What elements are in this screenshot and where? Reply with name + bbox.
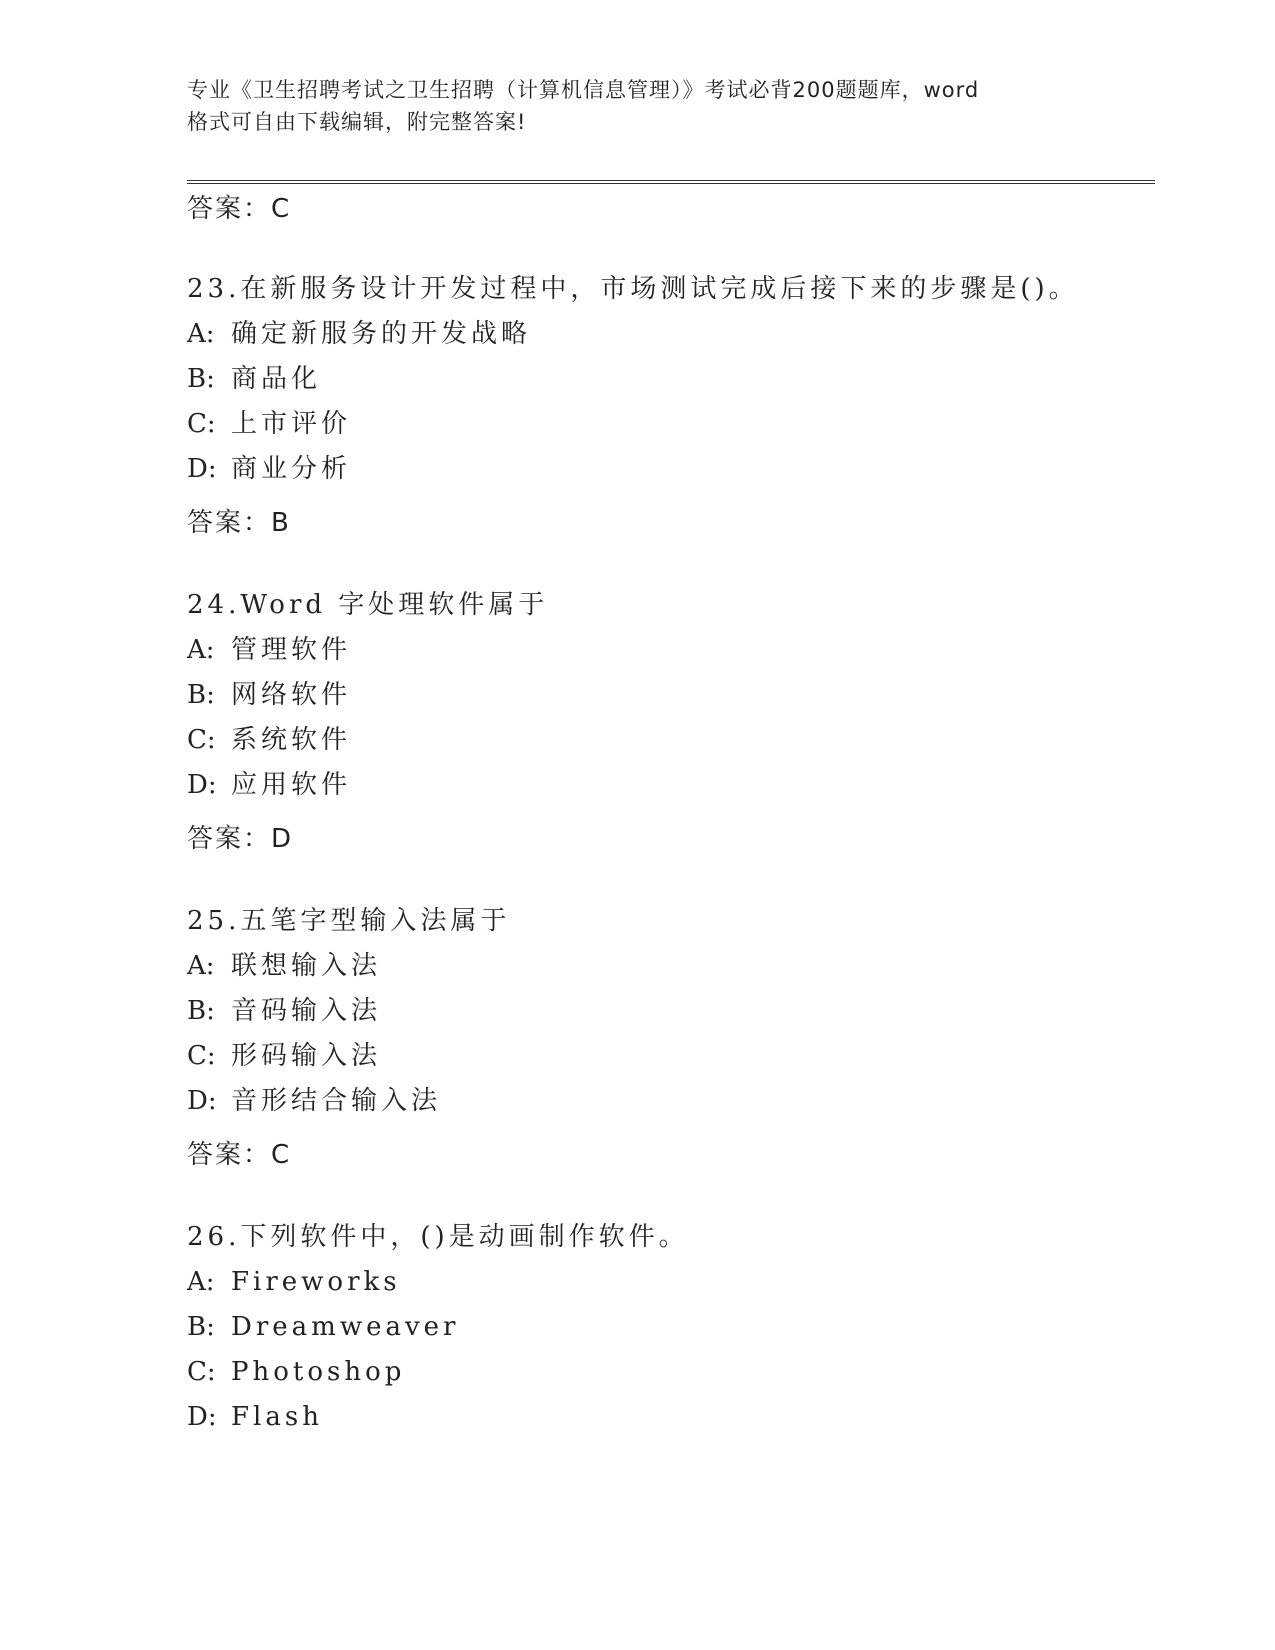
option-text: 音形结合输入法	[231, 1086, 442, 1116]
header-line-1: 专业《卫生招聘考试之卫生招聘（计算机信息管理）》考试必背200题题库，word	[187, 78, 980, 102]
option-text: 网络软件	[231, 680, 352, 710]
option-letter: B:	[187, 364, 215, 394]
answer-line: 答案：C	[187, 1140, 292, 1170]
option-a	[187, 632, 351, 668]
option-text: Dreamweaver	[231, 1312, 460, 1342]
option-c	[187, 406, 351, 442]
option-letter: C:	[187, 1041, 216, 1071]
option-text: 商业分析	[231, 454, 352, 484]
option-d	[187, 1083, 441, 1119]
option-c	[187, 1038, 381, 1074]
option-d	[187, 451, 351, 487]
option-b	[187, 1309, 459, 1345]
option-d	[187, 1399, 323, 1435]
option-text: Photoshop	[231, 1357, 406, 1387]
header-divider-top	[187, 180, 1155, 181]
option-letter: B:	[187, 1312, 215, 1342]
option-text: 商品化	[231, 364, 322, 394]
header-divider-bottom	[187, 183, 1155, 184]
option-letter: C:	[187, 409, 216, 439]
option-c	[187, 722, 351, 758]
option-text: 联想输入法	[231, 951, 382, 981]
option-a	[187, 316, 531, 352]
option-text: 形码输入法	[231, 1041, 382, 1071]
option-letter: D:	[187, 454, 217, 484]
option-text: 应用软件	[231, 770, 352, 800]
question-stem: 24.Word 字处理软件属于	[187, 590, 549, 620]
option-letter: C:	[187, 725, 216, 755]
option-letter: A:	[187, 951, 215, 981]
option-letter: D:	[187, 1086, 217, 1116]
option-b	[187, 993, 381, 1029]
option-text: 确定新服务的开发战略	[231, 319, 532, 349]
document-header	[187, 74, 1087, 138]
option-letter: D:	[187, 770, 217, 800]
question-stem: 26.下列软件中，()是动画制作软件。	[187, 1222, 689, 1252]
option-b	[187, 677, 351, 713]
option-text: Flash	[231, 1402, 323, 1432]
option-text: Fireworks	[231, 1267, 401, 1297]
option-a	[187, 1264, 401, 1300]
option-text: 管理软件	[231, 635, 352, 665]
answer-line: 答案：B	[187, 508, 291, 538]
header-line-2: 格式可自由下载编辑，附完整答案!	[187, 110, 527, 134]
option-letter: B:	[187, 680, 215, 710]
option-d	[187, 767, 351, 803]
answer-line: 答案：D	[187, 824, 294, 854]
option-letter: D:	[187, 1402, 217, 1432]
option-a	[187, 948, 381, 984]
option-text: 音码输入法	[231, 996, 382, 1026]
option-letter: A:	[187, 635, 215, 665]
question-stem: 23.在新服务设计开发过程中，市场测试完成后接下来的步骤是()。	[187, 274, 1079, 304]
option-c	[187, 1354, 405, 1390]
option-text: 上市评价	[231, 409, 352, 439]
option-letter: A:	[187, 319, 215, 349]
option-text: 系统软件	[231, 725, 352, 755]
question-stem: 25.五笔字型输入法属于	[187, 906, 511, 936]
option-letter: A:	[187, 1267, 215, 1297]
option-b	[187, 361, 321, 397]
previous-answer: 答案：C	[187, 194, 292, 224]
option-letter: B:	[187, 996, 215, 1026]
option-letter: C:	[187, 1357, 216, 1387]
